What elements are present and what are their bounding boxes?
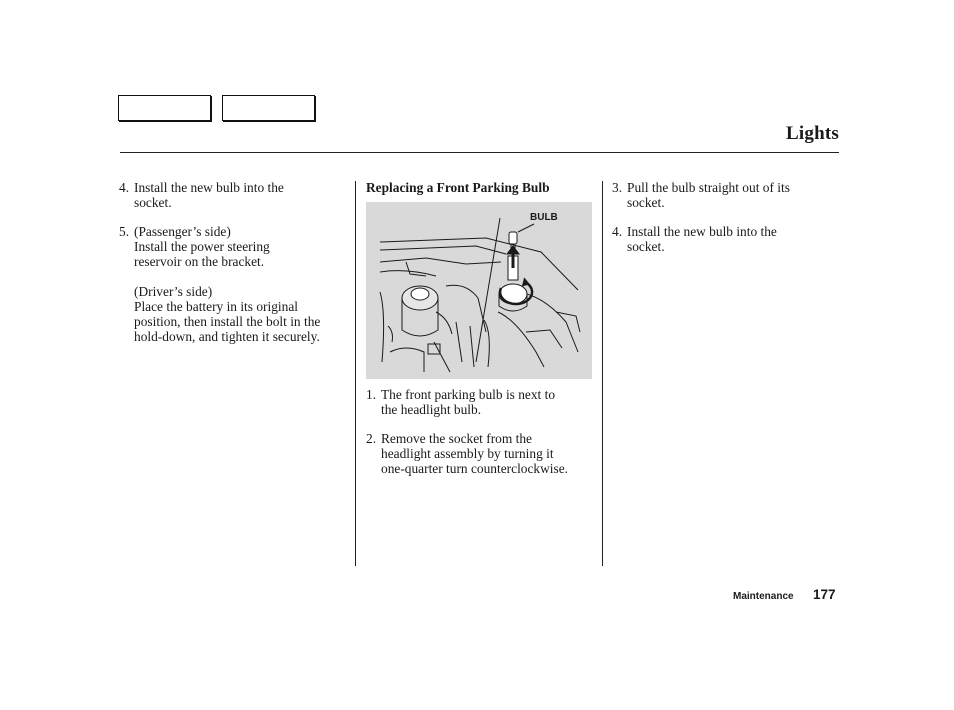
step-number: 1. bbox=[366, 387, 377, 402]
title-rule bbox=[120, 152, 839, 153]
step-text-line: reservoir on the bracket. bbox=[134, 254, 265, 269]
step-3-pull-bulb bbox=[612, 180, 837, 210]
passenger-side-heading: (Passenger’s side) bbox=[134, 224, 231, 239]
section-title: Lights bbox=[786, 123, 839, 144]
parking-bulb-figure bbox=[366, 202, 592, 379]
step-text-line: Remove the socket from the bbox=[381, 431, 532, 446]
step-text-line: the headlight bulb. bbox=[381, 402, 482, 417]
step-text-line: Place the battery in its original bbox=[134, 299, 298, 314]
bulb-callout-label: BULB bbox=[530, 212, 558, 223]
step-text-line: socket. bbox=[134, 195, 172, 210]
subsection-heading: Replacing a Front Parking Bulb bbox=[366, 180, 550, 195]
next-page-button[interactable] bbox=[222, 95, 315, 121]
step-number: 5. bbox=[119, 224, 130, 239]
step-text-line: socket. bbox=[627, 239, 665, 254]
page-number: 177 bbox=[813, 587, 836, 602]
step-number: 4. bbox=[119, 180, 130, 195]
step-text-line: position, then install the bolt in the bbox=[134, 314, 321, 329]
column-divider-right bbox=[602, 181, 603, 566]
step-text-line: Install the new bulb into the bbox=[134, 180, 284, 195]
step-4-install-bulb bbox=[612, 224, 837, 254]
middle-column bbox=[366, 180, 598, 490]
step-4-install-bulb bbox=[119, 180, 349, 210]
step-2-remove-socket bbox=[366, 431, 598, 476]
step-5-reinstall bbox=[119, 224, 349, 344]
step-text-line: Pull the bulb straight out of its bbox=[627, 180, 790, 195]
step-number: 4. bbox=[612, 224, 623, 239]
driver-side-heading: (Driver’s side) bbox=[134, 284, 213, 299]
step-text-line: one-quarter turn counterclockwise. bbox=[381, 461, 569, 476]
footer-section-label: Maintenance bbox=[733, 591, 794, 602]
step-text-line: hold-down, and tighten it securely. bbox=[134, 329, 320, 344]
engine-bay-illustration-icon bbox=[366, 202, 592, 379]
step-text-line: The front parking bulb is next to bbox=[381, 387, 556, 402]
left-column bbox=[119, 180, 349, 358]
step-text-line: headlight assembly by turning it bbox=[381, 446, 554, 461]
right-column bbox=[612, 180, 837, 268]
step-text-line: Install the new bulb into the bbox=[627, 224, 777, 239]
step-text-line: Install the power steering bbox=[134, 239, 270, 254]
step-text-line: socket. bbox=[627, 195, 665, 210]
column-divider-left bbox=[355, 181, 356, 566]
step-1-locate-bulb bbox=[366, 387, 598, 417]
previous-page-button[interactable] bbox=[118, 95, 211, 121]
step-number: 2. bbox=[366, 431, 377, 446]
step-number: 3. bbox=[612, 180, 623, 195]
